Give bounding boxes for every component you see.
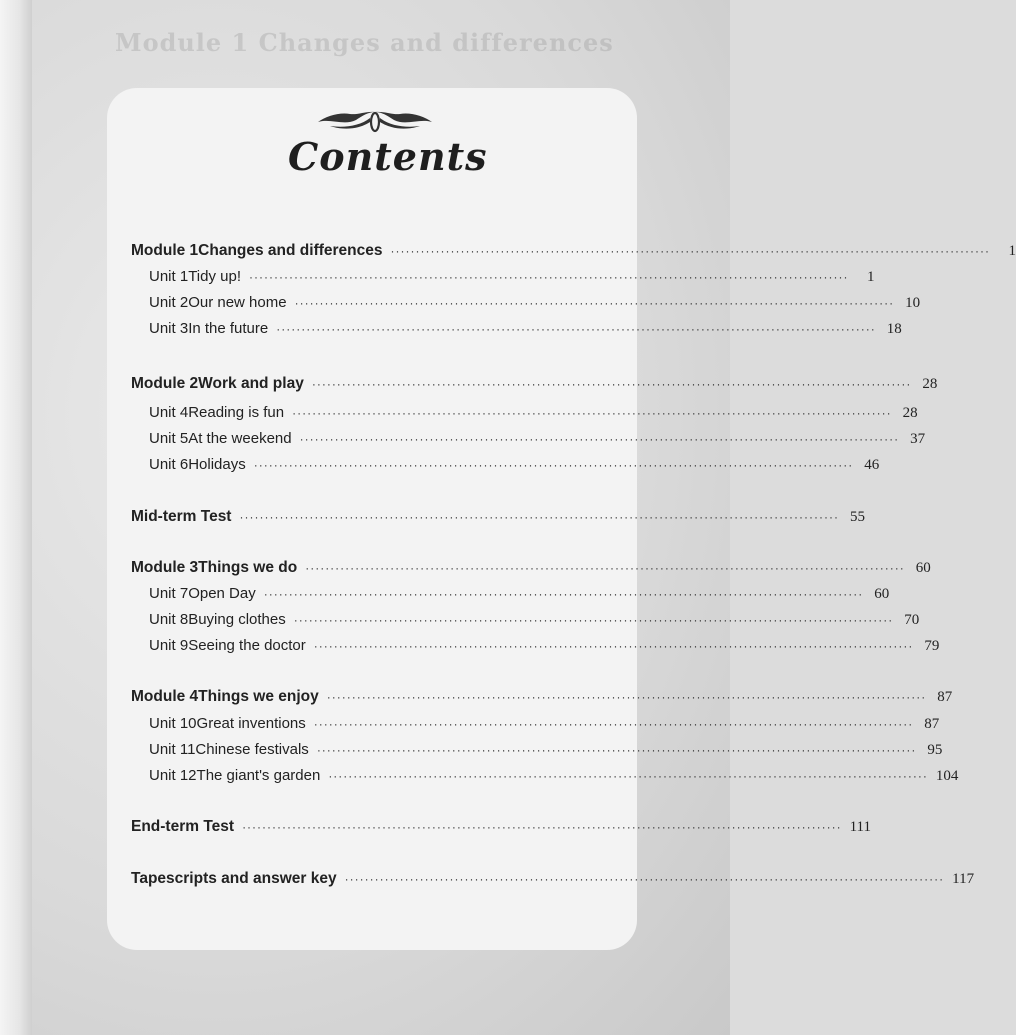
toc-unit-entry [149,741,943,759]
toc-unit-entry [149,585,890,603]
toc-entry-title: Our new home [188,294,287,311]
dot-leader: ························································································································ [344,872,945,886]
toc-entry-number: Module 3 [131,559,199,576]
toc-test-entry [131,818,871,836]
toc-page-number: 46 [864,457,880,473]
toc-page-number: 55 [850,509,866,525]
toc-unit-entry [149,456,880,474]
dot-leader: ························································································································ [313,639,914,653]
toc-unit-entry [149,715,940,733]
toc-unit-entry [149,430,926,448]
dot-leader: ························································································································ [276,322,876,336]
toc-entry-number: Unit 9 [149,637,189,654]
dot-leader: ························································································································ [263,587,864,601]
toc-test-entry [131,508,866,526]
toc-entry-number: Unit 6 [149,456,189,473]
dot-leader: ························································································································ [313,717,914,731]
toc-page-number: 1 [867,269,875,285]
toc-entry-title: In the future [188,320,269,337]
toc-entry-title: Things we enjoy [198,688,319,705]
toc-page-number: 79 [924,638,940,654]
toc-entry-number: Unit 4 [149,404,189,421]
toc-entry-number: Module 4 [131,688,199,705]
toc-module-entry [131,688,953,706]
dot-leader: ························································································································ [326,690,927,704]
page-spine [0,0,32,1035]
toc-entry-number: Unit 5 [149,430,189,447]
dot-leader: ························································································································ [292,406,892,420]
toc-entry-title: End-term Test [131,818,235,835]
dot-leader: ························································································································ [249,270,849,284]
dot-leader: ························································································································ [253,458,854,472]
toc-entry-title: Great inventions [196,715,306,732]
toc-module-entry [131,559,931,577]
toc-unit-entry [149,611,920,629]
toc-test-entry [131,870,975,888]
dot-leader: ························································································································ [242,820,842,834]
toc-page-number: 87 [937,689,953,705]
toc-page-number: 117 [952,871,975,887]
toc-entry-title: Open Day [188,585,256,602]
toc-entry-number: Unit 1 [149,268,189,285]
dot-leader: ························································································································ [316,743,917,757]
dot-leader: ························································································································ [239,510,840,524]
toc-entry-title: Seeing the doctor [188,637,306,654]
toc-unit-entry [149,294,921,312]
dot-leader: ························································································································ [299,432,900,446]
toc-entry-title: Tapescripts and answer key [131,870,337,887]
dot-leader: ························································································································ [311,377,912,391]
toc-entry-title: Changes and differences [198,242,383,259]
toc-page-number: 10 [905,295,921,311]
toc-page-number: 28 [902,405,918,421]
toc-entry-title: Tidy up! [188,268,241,285]
toc-page-number: 87 [924,716,940,732]
toc-entry-title: The giant's garden [196,767,321,784]
dot-leader: ························································································································ [390,244,991,258]
toc-page-number: 1 [1008,243,1016,259]
toc-page-number: 18 [886,321,902,337]
toc-unit-entry [149,320,902,338]
toc-page-number: 104 [935,768,959,784]
dot-leader: ························································································································ [328,769,928,783]
toc-unit-entry [149,767,959,785]
toc-page-number: 28 [922,376,938,392]
toc-page-number: 60 [874,586,890,602]
toc-entry-title: At the weekend [188,430,292,447]
toc-entry-title: Chinese festivals [195,741,309,758]
toc-entry-title: Holidays [188,456,246,473]
toc-entry-number: Module 2 [131,375,199,392]
dot-leader: ························································································································ [294,296,895,310]
page-title: Contents [288,134,488,179]
toc-page-number: 95 [927,742,943,758]
dot-leader: ························································································································ [293,613,894,627]
toc-page-number: 70 [904,612,920,628]
toc-page-number: 60 [915,560,931,576]
toc-entry-title: Buying clothes [188,611,286,628]
dot-leader: ························································································································ [305,561,905,575]
toc-entry-number: Module 1 [131,242,199,259]
toc-unit-entry [149,637,940,655]
bleed-through-header: Module 1 Changes and differences [115,28,614,57]
toc-page-number: 37 [910,431,926,447]
toc-entry-title: Mid-term Test [131,508,232,525]
toc-entry-title: Work and play [198,375,304,392]
toc-entry-title: Things we do [198,559,298,576]
toc-entry-number: Unit 12 [149,767,197,784]
toc-entry-number: Unit 2 [149,294,189,311]
toc-entry-number: Unit 11 [149,741,196,758]
toc-module-entry [131,375,938,393]
toc-module-entry [131,242,1016,260]
toc-unit-entry [149,404,918,422]
toc-entry-number: Unit 8 [149,611,189,628]
toc-entry-number: Unit 3 [149,320,189,337]
toc-unit-entry [149,268,875,286]
toc-page-number: 111 [849,819,871,835]
toc-entry-number: Unit 7 [149,585,189,602]
toc-entry-title: Reading is fun [188,404,285,421]
toc-entry-number: Unit 10 [149,715,197,732]
